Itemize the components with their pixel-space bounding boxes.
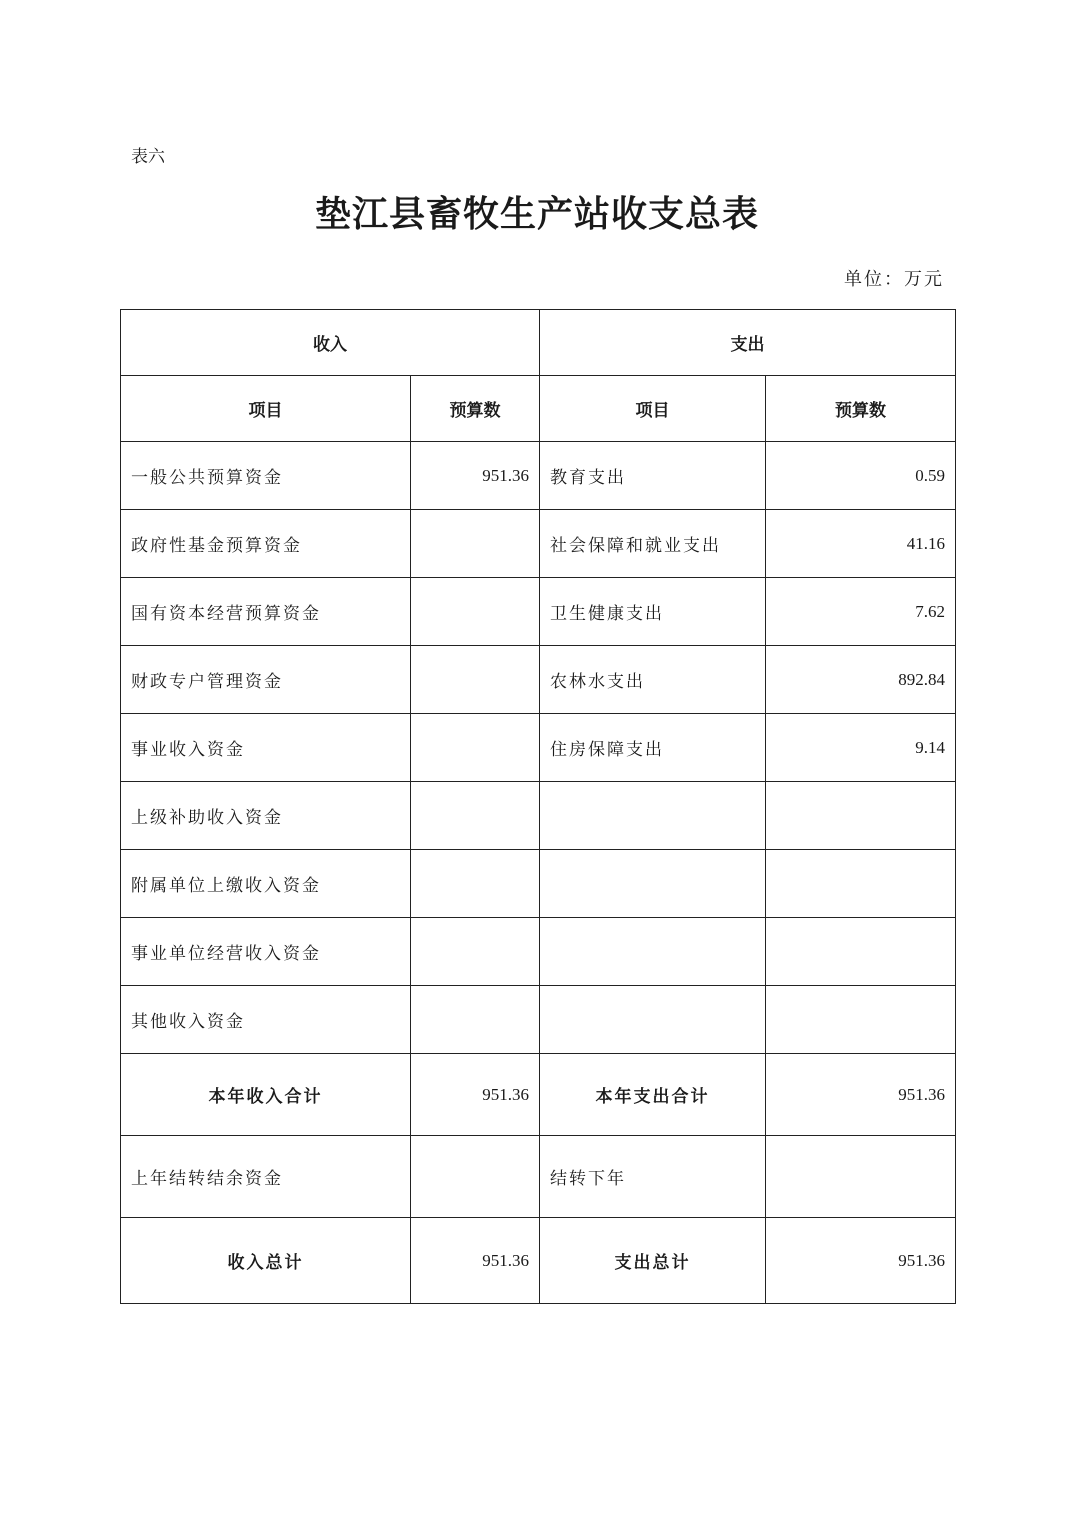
unit-label: 单位：万元 bbox=[844, 269, 944, 290]
table-number-label: 表六 bbox=[131, 147, 165, 167]
expense-value-cell bbox=[766, 782, 956, 850]
expense-value-cell bbox=[766, 918, 956, 986]
income-value-cell: 951.36 bbox=[411, 442, 540, 510]
income-value-cell bbox=[411, 918, 540, 986]
expense-value-cell bbox=[766, 986, 956, 1054]
expense-value-cell: 7.62 bbox=[766, 578, 956, 646]
expense-item-cell bbox=[540, 850, 766, 918]
income-budget-header: 预算数 bbox=[411, 376, 540, 442]
income-total-label: 本年收入合计 bbox=[121, 1054, 411, 1136]
income-value-cell bbox=[411, 510, 540, 578]
table-row bbox=[121, 714, 956, 782]
income-value-cell bbox=[411, 850, 540, 918]
income-value-cell bbox=[411, 986, 540, 1054]
table-row bbox=[121, 442, 956, 510]
income-total-label: 收入总计 bbox=[121, 1218, 411, 1304]
grand-total-row bbox=[121, 1218, 956, 1304]
income-item-cell: 其他收入资金 bbox=[121, 986, 411, 1054]
income-expense-table bbox=[120, 309, 956, 1304]
income-item-cell: 国有资本经营预算资金 bbox=[121, 578, 411, 646]
expense-item-header: 项目 bbox=[540, 376, 766, 442]
income-item-header: 项目 bbox=[121, 376, 411, 442]
table-row bbox=[121, 918, 956, 986]
income-value-cell bbox=[411, 578, 540, 646]
expense-total-value bbox=[766, 1136, 956, 1218]
income-item-cell: 财政专户管理资金 bbox=[121, 646, 411, 714]
income-total-value: 951.36 bbox=[411, 1054, 540, 1136]
expense-total-label: 本年支出合计 bbox=[540, 1054, 766, 1136]
income-item-cell: 事业收入资金 bbox=[121, 714, 411, 782]
expense-value-cell: 0.59 bbox=[766, 442, 956, 510]
expense-section-header: 支出 bbox=[540, 310, 956, 376]
expense-item-cell: 教育支出 bbox=[540, 442, 766, 510]
income-total-label: 上年结转结余资金 bbox=[121, 1136, 411, 1218]
expense-total-value: 951.36 bbox=[766, 1054, 956, 1136]
expense-item-cell bbox=[540, 918, 766, 986]
year-total-row bbox=[121, 1054, 956, 1136]
expense-item-cell: 社会保障和就业支出 bbox=[540, 510, 766, 578]
expense-item-cell bbox=[540, 782, 766, 850]
expense-value-cell: 9.14 bbox=[766, 714, 956, 782]
expense-item-cell: 农林水支出 bbox=[540, 646, 766, 714]
income-section-header: 收入 bbox=[121, 310, 540, 376]
income-item-cell: 附属单位上缴收入资金 bbox=[121, 850, 411, 918]
table-row bbox=[121, 986, 956, 1054]
expense-item-cell: 卫生健康支出 bbox=[540, 578, 766, 646]
expense-value-cell: 892.84 bbox=[766, 646, 956, 714]
income-total-value bbox=[411, 1136, 540, 1218]
carry-over-row bbox=[121, 1136, 956, 1218]
expense-item-cell: 住房保障支出 bbox=[540, 714, 766, 782]
expense-total-label: 结转下年 bbox=[540, 1136, 766, 1218]
income-item-cell: 一般公共预算资金 bbox=[121, 442, 411, 510]
income-value-cell bbox=[411, 714, 540, 782]
table-row bbox=[121, 782, 956, 850]
income-item-cell: 事业单位经营收入资金 bbox=[121, 918, 411, 986]
expense-total-label: 支出总计 bbox=[540, 1218, 766, 1304]
income-total-value: 951.36 bbox=[411, 1218, 540, 1304]
expense-total-value: 951.36 bbox=[766, 1218, 956, 1304]
expense-value-cell bbox=[766, 850, 956, 918]
table-row bbox=[121, 850, 956, 918]
expense-item-cell bbox=[540, 986, 766, 1054]
income-item-cell: 政府性基金预算资金 bbox=[121, 510, 411, 578]
header-row-sections bbox=[121, 310, 956, 376]
table-row bbox=[121, 646, 956, 714]
table-row bbox=[121, 510, 956, 578]
expense-value-cell: 41.16 bbox=[766, 510, 956, 578]
income-value-cell bbox=[411, 782, 540, 850]
table-row bbox=[121, 578, 956, 646]
income-item-cell: 上级补助收入资金 bbox=[121, 782, 411, 850]
income-value-cell bbox=[411, 646, 540, 714]
expense-budget-header: 预算数 bbox=[766, 376, 956, 442]
header-row-columns bbox=[121, 376, 956, 442]
page-title: 垫江县畜牧生产站收支总表 bbox=[314, 193, 759, 235]
